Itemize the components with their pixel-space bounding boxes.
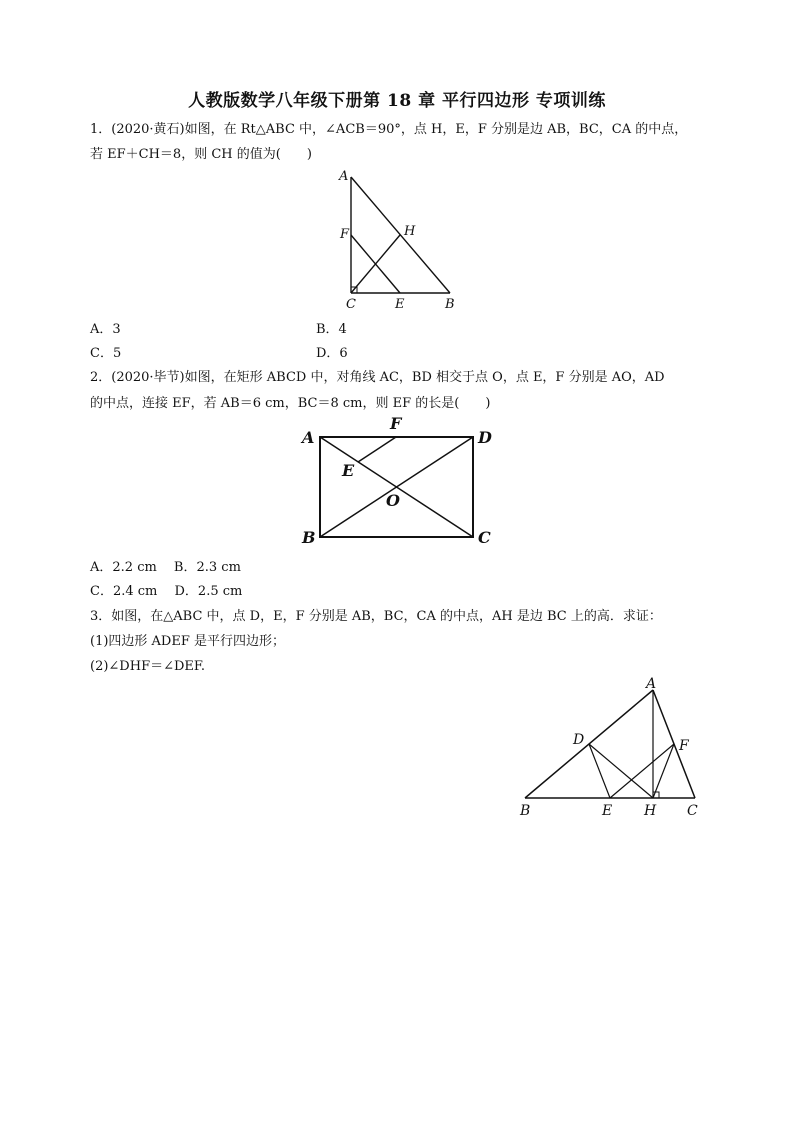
q2-label-d: D (478, 428, 492, 447)
q3-label-a: A (646, 676, 657, 692)
q3-label-d: D (573, 732, 585, 748)
q1-label-c: C (346, 297, 356, 312)
q3-label-f: F (679, 738, 689, 754)
q2-label-b: B (302, 528, 316, 547)
q2-options-row2: C．2.4 cm D．2.5 cm (90, 584, 243, 599)
q3-label-e: E (602, 803, 613, 819)
q3-segment-ef (610, 744, 674, 798)
q3-stem-line1: 3．如图，在△ABC 中，点 D，E，F 分别是 AB，BC，CA 的中点，AH 是边 BC 上的高．求证： (90, 609, 662, 624)
q1-option-b: B．4 (316, 322, 347, 337)
q2-figure (296, 412, 506, 552)
q2-label-c: C (478, 528, 491, 547)
q3-label-c: C (687, 803, 698, 819)
q1-label-f: F (340, 227, 350, 242)
q1-stem-line1: 1．(2020·黄石)如图，在 Rt△ABC 中，∠ACB＝90°，点 H，E，F 分别是边 AB，BC，CA 的中点， (90, 122, 688, 137)
q1-option-d: D．6 (316, 346, 348, 361)
q2-label-a: A (302, 428, 315, 447)
q2-segment-ef (358, 437, 396, 462)
q1-label-b: B (445, 297, 455, 312)
q3-segment-dh (589, 744, 653, 798)
q3-label-h: H (644, 803, 657, 819)
q2-label-e: E (342, 461, 355, 480)
q2-stem-line1: 2．(2020·毕节)如图，在矩形 ABCD 中，对角线 AC，BD 相交于点 O，点 E，F 分别是 AO，AD (90, 370, 665, 385)
q1-option-c: C．5 (90, 346, 122, 361)
q1-label-e: E (395, 297, 405, 312)
q1-stem-line2: 若 EF＋CH＝8，则 CH 的值为( ) (90, 147, 312, 162)
q1-label-h: H (404, 224, 416, 239)
q2-label-f: F (390, 414, 402, 433)
q2-options-row1: A．2.2 cm B．2.3 cm (90, 560, 241, 575)
q1-option-a: A．3 (90, 322, 121, 337)
q3-label-b: B (520, 803, 531, 819)
q3-figure (515, 668, 715, 824)
q1-label-a: A (339, 169, 349, 184)
q3-stem-line3: (2)∠DHF＝∠DEF. (90, 659, 206, 674)
q3-stem-line2: (1)四边形 ADEF 是平行四边形； (90, 634, 286, 649)
q1-figure (330, 165, 470, 315)
page-title: 人教版数学八年级下册第 18 章 平行四边形 专项训练 (188, 91, 606, 111)
q2-stem-line2: 的中点，连接 EF，若 AB＝6 cm，BC＝8 cm，则 EF 的长是( ) (90, 396, 491, 411)
q2-label-o: O (386, 491, 400, 510)
